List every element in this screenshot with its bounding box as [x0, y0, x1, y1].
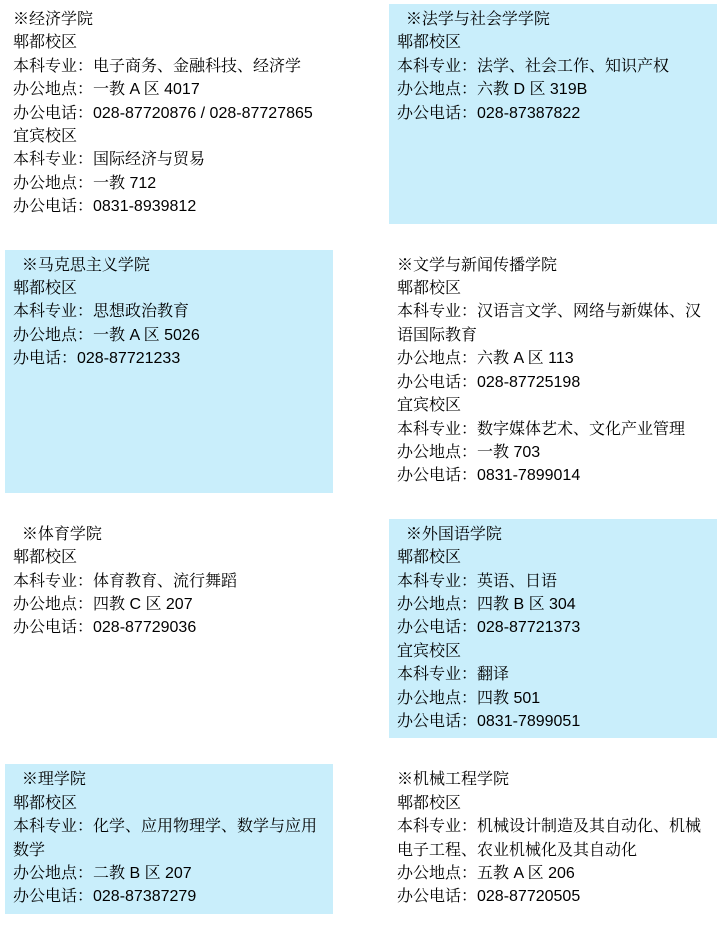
info-line: 办公地点：一教 712: [13, 174, 157, 192]
card-title: ※法学与社会学学院: [397, 11, 550, 28]
info-line: 本科专业：数字媒体艺术、文化产业管理: [397, 420, 686, 438]
college-card-science: [5, 764, 333, 913]
card-title: ※理学院: [13, 771, 86, 789]
info-line: 本科专业：电子商务、金融科技、经济学: [13, 57, 302, 75]
info-line: 办公电话：028-87721373: [397, 619, 581, 637]
info-line: 本科专业：英语、日语: [397, 572, 558, 590]
card-title: ※经济学院: [13, 11, 94, 28]
info-line: 办公地点：一教 703: [397, 443, 541, 461]
info-line: 本科专业：汉语言文学、网络与新媒体、汉语国际教育: [397, 303, 702, 344]
info-line: 本科专业：法学、社会工作、知识产权: [397, 57, 670, 75]
college-card-economics: [5, 4, 333, 224]
info-line: 办公电话：0831-8939812: [13, 198, 197, 216]
college-card-mechanical-engineering: [389, 764, 717, 913]
college-card-law-sociology: [389, 4, 717, 224]
info-line: 本科专业：翻译: [397, 666, 510, 684]
info-line: 本科专业：化学、应用物理学、数学与应用数学: [13, 818, 318, 859]
info-line: 办公地点：六教 D 区 319B: [397, 81, 588, 99]
info-line: 宜宾校区: [397, 642, 462, 660]
info-line: 办公地点：六教 A 区 113: [397, 350, 574, 368]
info-line: 办公电话：028-87720505: [397, 888, 581, 906]
card-title: ※机械工程学院: [397, 771, 510, 789]
college-card-foreign-languages: [389, 519, 717, 739]
info-line: 办公地点：四教 B 区 304: [397, 595, 576, 613]
info-line: 办公电话：028-87729036: [13, 619, 197, 637]
info-line: 郫都校区: [13, 794, 78, 812]
info-line: 宜宾校区: [397, 397, 462, 415]
info-line: 郫都校区: [13, 34, 78, 52]
info-line: 办公地点：五教 A 区 206: [397, 865, 575, 882]
info-line: 办公地点：四教 C 区 207: [13, 595, 193, 613]
card-title: ※外国语学院: [397, 525, 502, 543]
info-line: 办公电话：028-87387822: [397, 104, 581, 122]
info-line: 郫都校区: [13, 280, 78, 298]
info-line: 郫都校区: [397, 794, 462, 812]
info-line: 本科专业：思想政治教育: [13, 303, 190, 321]
college-card-physical-education: [5, 519, 333, 739]
info-line: 郫都校区: [13, 549, 78, 567]
info-line: 办公地点：二教 B 区 207: [13, 865, 192, 882]
college-card-marxism: [5, 250, 333, 493]
info-line: 办公电话：028-87725198: [397, 373, 581, 391]
info-line: 办公电话：0831-7899014: [397, 467, 581, 485]
card-title: ※体育学院: [13, 525, 102, 543]
info-line: 办公地点：四教 501: [397, 689, 541, 707]
info-line: 本科专业：体育教育、流行舞蹈: [13, 572, 238, 590]
info-line: 办公电话：028-87387279: [13, 888, 197, 906]
info-line: 宜宾校区: [13, 128, 78, 146]
info-line: 办电话：028-87721233: [13, 350, 181, 368]
card-title: ※马克思主义学院: [13, 256, 150, 274]
info-line: 办公地点：一教 A 区 5026: [13, 326, 200, 344]
info-line: 本科专业：国际经济与贸易: [13, 151, 206, 169]
info-line: 郫都校区: [397, 34, 462, 52]
info-line: 办公地点：一教 A 区 4017: [13, 81, 200, 99]
college-card-literature-journalism: [389, 250, 717, 493]
info-line: 郫都校区: [397, 280, 462, 298]
info-line: 办公电话：0831-7899051: [397, 712, 581, 730]
info-line: 郫都校区: [397, 549, 462, 567]
card-title: ※文学与新闻传播学院: [397, 256, 558, 274]
info-line: 办公电话：028-87720876 / 028-87727865: [13, 104, 313, 122]
info-line: 本科专业：机械设计制造及其自动化、机械电子工程、农业机械化及其自动化: [397, 818, 702, 859]
